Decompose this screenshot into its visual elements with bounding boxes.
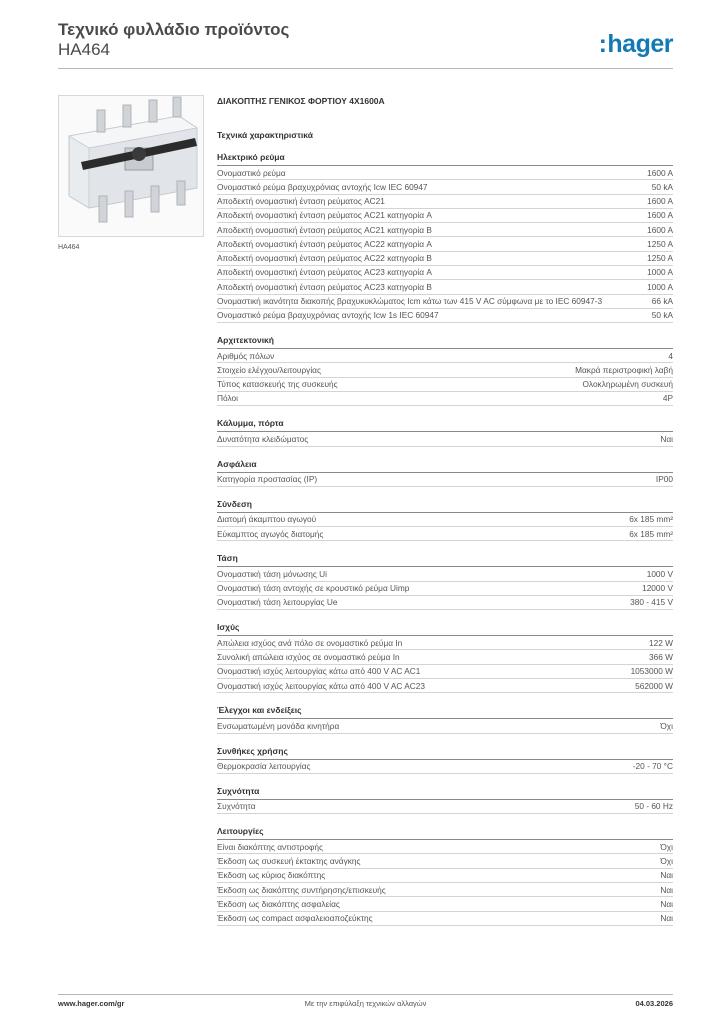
spec-value: 1250 A (647, 253, 673, 264)
spec-label: Στοιχείο ελέγχου/λειτουργίας (217, 364, 321, 375)
spec-row (217, 665, 673, 679)
spec-value: 50 - 60 Hz (634, 801, 673, 812)
spec-label: Ονομαστική ισχύς λειτουργίας κάτω από 400 V AC AC1 (217, 666, 421, 677)
logo-text: hager (607, 30, 673, 58)
spec-label: Αποδεκτή ονομαστική ένταση ρεύματος AC23 κατηγορία B (217, 281, 432, 292)
footer-date: 04.03.2026 (635, 999, 673, 1008)
specifications (217, 96, 673, 938)
product-code: HA464 (58, 40, 110, 59)
spec-section (217, 418, 673, 446)
spec-row (217, 295, 673, 309)
spec-row (217, 252, 673, 266)
spec-value: 380 - 415 V (630, 597, 673, 608)
spec-row (217, 378, 673, 392)
switch-disconnector-illustration (59, 96, 205, 238)
spec-label: Έκδοση ως συσκευή έκτακτης ανάγκης (217, 855, 361, 866)
spec-label: Συνολική απώλεια ισχύος σε ονομαστικό ρεύμα In (217, 651, 400, 662)
spec-row (217, 897, 673, 911)
spec-row (217, 912, 673, 926)
section-title: Ισχύς (217, 622, 673, 636)
spec-row (217, 883, 673, 897)
spec-value: 1000 V (646, 568, 673, 579)
spec-section (217, 622, 673, 693)
spec-label: Τύπος κατασκευής της συσκευής (217, 379, 338, 390)
spec-row (217, 840, 673, 854)
document-title: Τεχνικό φυλλάδιο προϊόντος (58, 20, 290, 39)
spec-row (217, 513, 673, 527)
spec-value: Ναι (660, 913, 673, 924)
spec-value: Όχι (660, 841, 673, 852)
spec-label: Αποδεκτή ονομαστική ένταση ρεύματος AC22 κατηγορία B (217, 253, 432, 264)
spec-value: 6x 185 mm² (629, 514, 673, 525)
header-divider (58, 68, 673, 69)
spec-value: 6x 185 mm² (629, 528, 673, 539)
spec-value: 50 kA (651, 181, 673, 192)
spec-row (217, 209, 673, 223)
spec-row (217, 309, 673, 323)
spec-value: Ολοκληρωμένη συσκευή (582, 379, 673, 390)
spec-value: 1000 A (647, 267, 673, 278)
spec-value: 12000 V (642, 583, 673, 594)
spec-label: Έκδοση ως διακόπτης ασφαλείας (217, 898, 340, 909)
section-title: Ασφάλεια (217, 459, 673, 473)
spec-row (217, 869, 673, 883)
spec-value: Όχι (660, 855, 673, 866)
spec-row (217, 392, 673, 406)
spec-section (217, 553, 673, 610)
spec-label: Διατομή άκαμπτου αγωγού (217, 514, 317, 525)
spec-row (217, 349, 673, 363)
spec-label: Ονομαστικό ρεύμα (217, 167, 286, 178)
spec-section (217, 705, 673, 733)
spec-sections (217, 152, 673, 926)
spec-row (217, 719, 673, 733)
spec-section (217, 152, 673, 323)
section-title: Συνθήκες χρήσης (217, 746, 673, 760)
spec-section (217, 499, 673, 542)
spec-label: Ονομαστική ισχύς λειτουργίας κάτω από 400 V AC AC23 (217, 680, 425, 691)
spec-value: 366 W (649, 651, 673, 662)
spec-row (217, 800, 673, 814)
spec-label: Έκδοση ως κύριος διακόπτης (217, 870, 326, 881)
spec-value: 66 kA (651, 296, 673, 307)
footer-divider (58, 994, 673, 995)
technical-characteristics-heading: Τεχνικά χαρακτηριστικά (217, 130, 313, 140)
spec-row (217, 166, 673, 180)
spec-value: 122 W (649, 637, 673, 648)
section-title: Σύνδεση (217, 499, 673, 513)
spec-value: 1600 A (647, 224, 673, 235)
product-image (58, 95, 204, 237)
spec-row (217, 432, 673, 446)
spec-label: Αριθμός πόλων (217, 350, 275, 361)
spec-row (217, 650, 673, 664)
spec-label: Ονομαστικό ρεύμα βραχυχρόνιας αντοχής Icw 1s IEC 60947 (217, 310, 439, 321)
spec-row (217, 195, 673, 209)
image-caption: HA464 (58, 244, 80, 251)
spec-value: Ναι (660, 898, 673, 909)
spec-row (217, 582, 673, 596)
spec-value: 1000 A (647, 281, 673, 292)
spec-row (217, 854, 673, 868)
hager-logo: :hager (598, 30, 673, 58)
spec-label: Συχνότητα (217, 801, 256, 812)
spec-value: 4 (668, 350, 673, 361)
spec-label: Έκδοση ως compact ασφαλειοαποζεύκτης (217, 913, 373, 924)
spec-row (217, 237, 673, 251)
spec-label: Αποδεκτή ονομαστική ένταση ρεύματος AC21 κατηγορία B (217, 224, 432, 235)
spec-row (217, 760, 673, 774)
spec-value: Όχι (660, 720, 673, 731)
spec-section (217, 335, 673, 406)
section-title: Κάλυμμα, πόρτα (217, 418, 673, 432)
spec-value: 1600 A (647, 210, 673, 221)
spec-label: Ενσωματωμένη μονάδα κινητήρα (217, 720, 340, 731)
spec-label: Ονομαστική τάση αντοχής σε κρουστικό ρεύμα Uimp (217, 583, 410, 594)
section-title: Λειτουργίες (217, 826, 673, 840)
spec-section (217, 746, 673, 774)
spec-row (217, 679, 673, 693)
spec-label: Εύκαμπτος αγωγός διατομής (217, 528, 324, 539)
spec-row (217, 280, 673, 294)
section-title: Τάση (217, 553, 673, 567)
spec-value: 1600 A (647, 167, 673, 178)
spec-label: Αποδεκτή ονομαστική ένταση ρεύματος AC23 κατηγορία A (217, 267, 432, 278)
spec-value: Μακρά περιστροφική λαβή (575, 364, 673, 375)
spec-section (217, 459, 673, 487)
spec-value: IP00 (655, 474, 673, 484)
spec-value: 4P (662, 393, 673, 404)
spec-label: Κατηγορία προστασίας (IP) (217, 474, 318, 484)
spec-value: -20 - 70 °C (632, 761, 673, 772)
product-description: ΔΙΑΚΟΠΤΗΣ ΓΕΝΙΚΟΣ ΦΟΡΤΙΟΥ 4X1600A (217, 96, 385, 106)
spec-label: Ονομαστικό ρεύμα βραχυχρόνιας αντοχής Icw IEC 60947 (217, 181, 428, 192)
spec-row (217, 527, 673, 541)
spec-value: Ναι (660, 884, 673, 895)
spec-value: 50 kA (651, 310, 673, 321)
spec-section (217, 786, 673, 814)
spec-value: Ναι (660, 433, 673, 444)
spec-label: Αποδεκτή ονομαστική ένταση ρεύματος AC21 κατηγορία A (217, 210, 432, 221)
footer-website: www.hager.com/gr (58, 999, 125, 1008)
section-title: Έλεγχοι και ενδείξεις (217, 705, 673, 719)
spec-row (217, 596, 673, 610)
spec-label: Ονομαστική τάση μόνωσης Ui (217, 568, 327, 579)
spec-value: 1250 A (647, 238, 673, 249)
document-header (58, 20, 673, 66)
spec-value: Ναι (660, 870, 673, 881)
spec-label: Αποδεκτή ονομαστική ένταση ρεύματος AC22 κατηγορία A (217, 238, 432, 249)
spec-row (217, 636, 673, 650)
spec-label: Είναι διακόπτης αντιστροφής (217, 841, 323, 852)
section-title: Συχνότητα (217, 786, 673, 800)
spec-label: Απώλεια ισχύος ανά πόλο σε ονομαστικό ρεύμα In (217, 637, 403, 648)
spec-row (217, 223, 673, 237)
spec-label: Αποδεκτή ονομαστική ένταση ρεύματος AC21 (217, 196, 385, 207)
spec-value: 1053000 W (630, 666, 673, 677)
spec-value: 1600 A (647, 196, 673, 207)
spec-row (217, 473, 673, 487)
spec-label: Δυνατότητα κλειδώματος (217, 433, 309, 444)
spec-row (217, 567, 673, 581)
spec-label: Θερμοκρασία λειτουργίας (217, 761, 311, 772)
section-title: Ηλεκτρικό ρεύμα (217, 152, 673, 166)
spec-label: Πόλοι (217, 393, 238, 404)
spec-label: Έκδοση ως διακόπτης συντήρησης/επισκευής (217, 884, 386, 895)
footer-disclaimer: Με την επιφύλαξη τεχνικών αλλαγών (304, 999, 427, 1008)
spec-row (217, 266, 673, 280)
spec-row (217, 180, 673, 194)
spec-label: Ονομαστική ικανότητα διακοπής βραχυκυκλώματος Icm κάτω των 415 V AC σύμφωνα με το IEC 60947-3 (217, 296, 603, 307)
spec-label: Ονομαστική τάση λειτουργίας Ue (217, 597, 338, 608)
section-title: Αρχιτεκτονική (217, 335, 673, 349)
spec-row (217, 363, 673, 377)
spec-value: 562000 W (635, 680, 673, 691)
spec-section (217, 826, 673, 926)
